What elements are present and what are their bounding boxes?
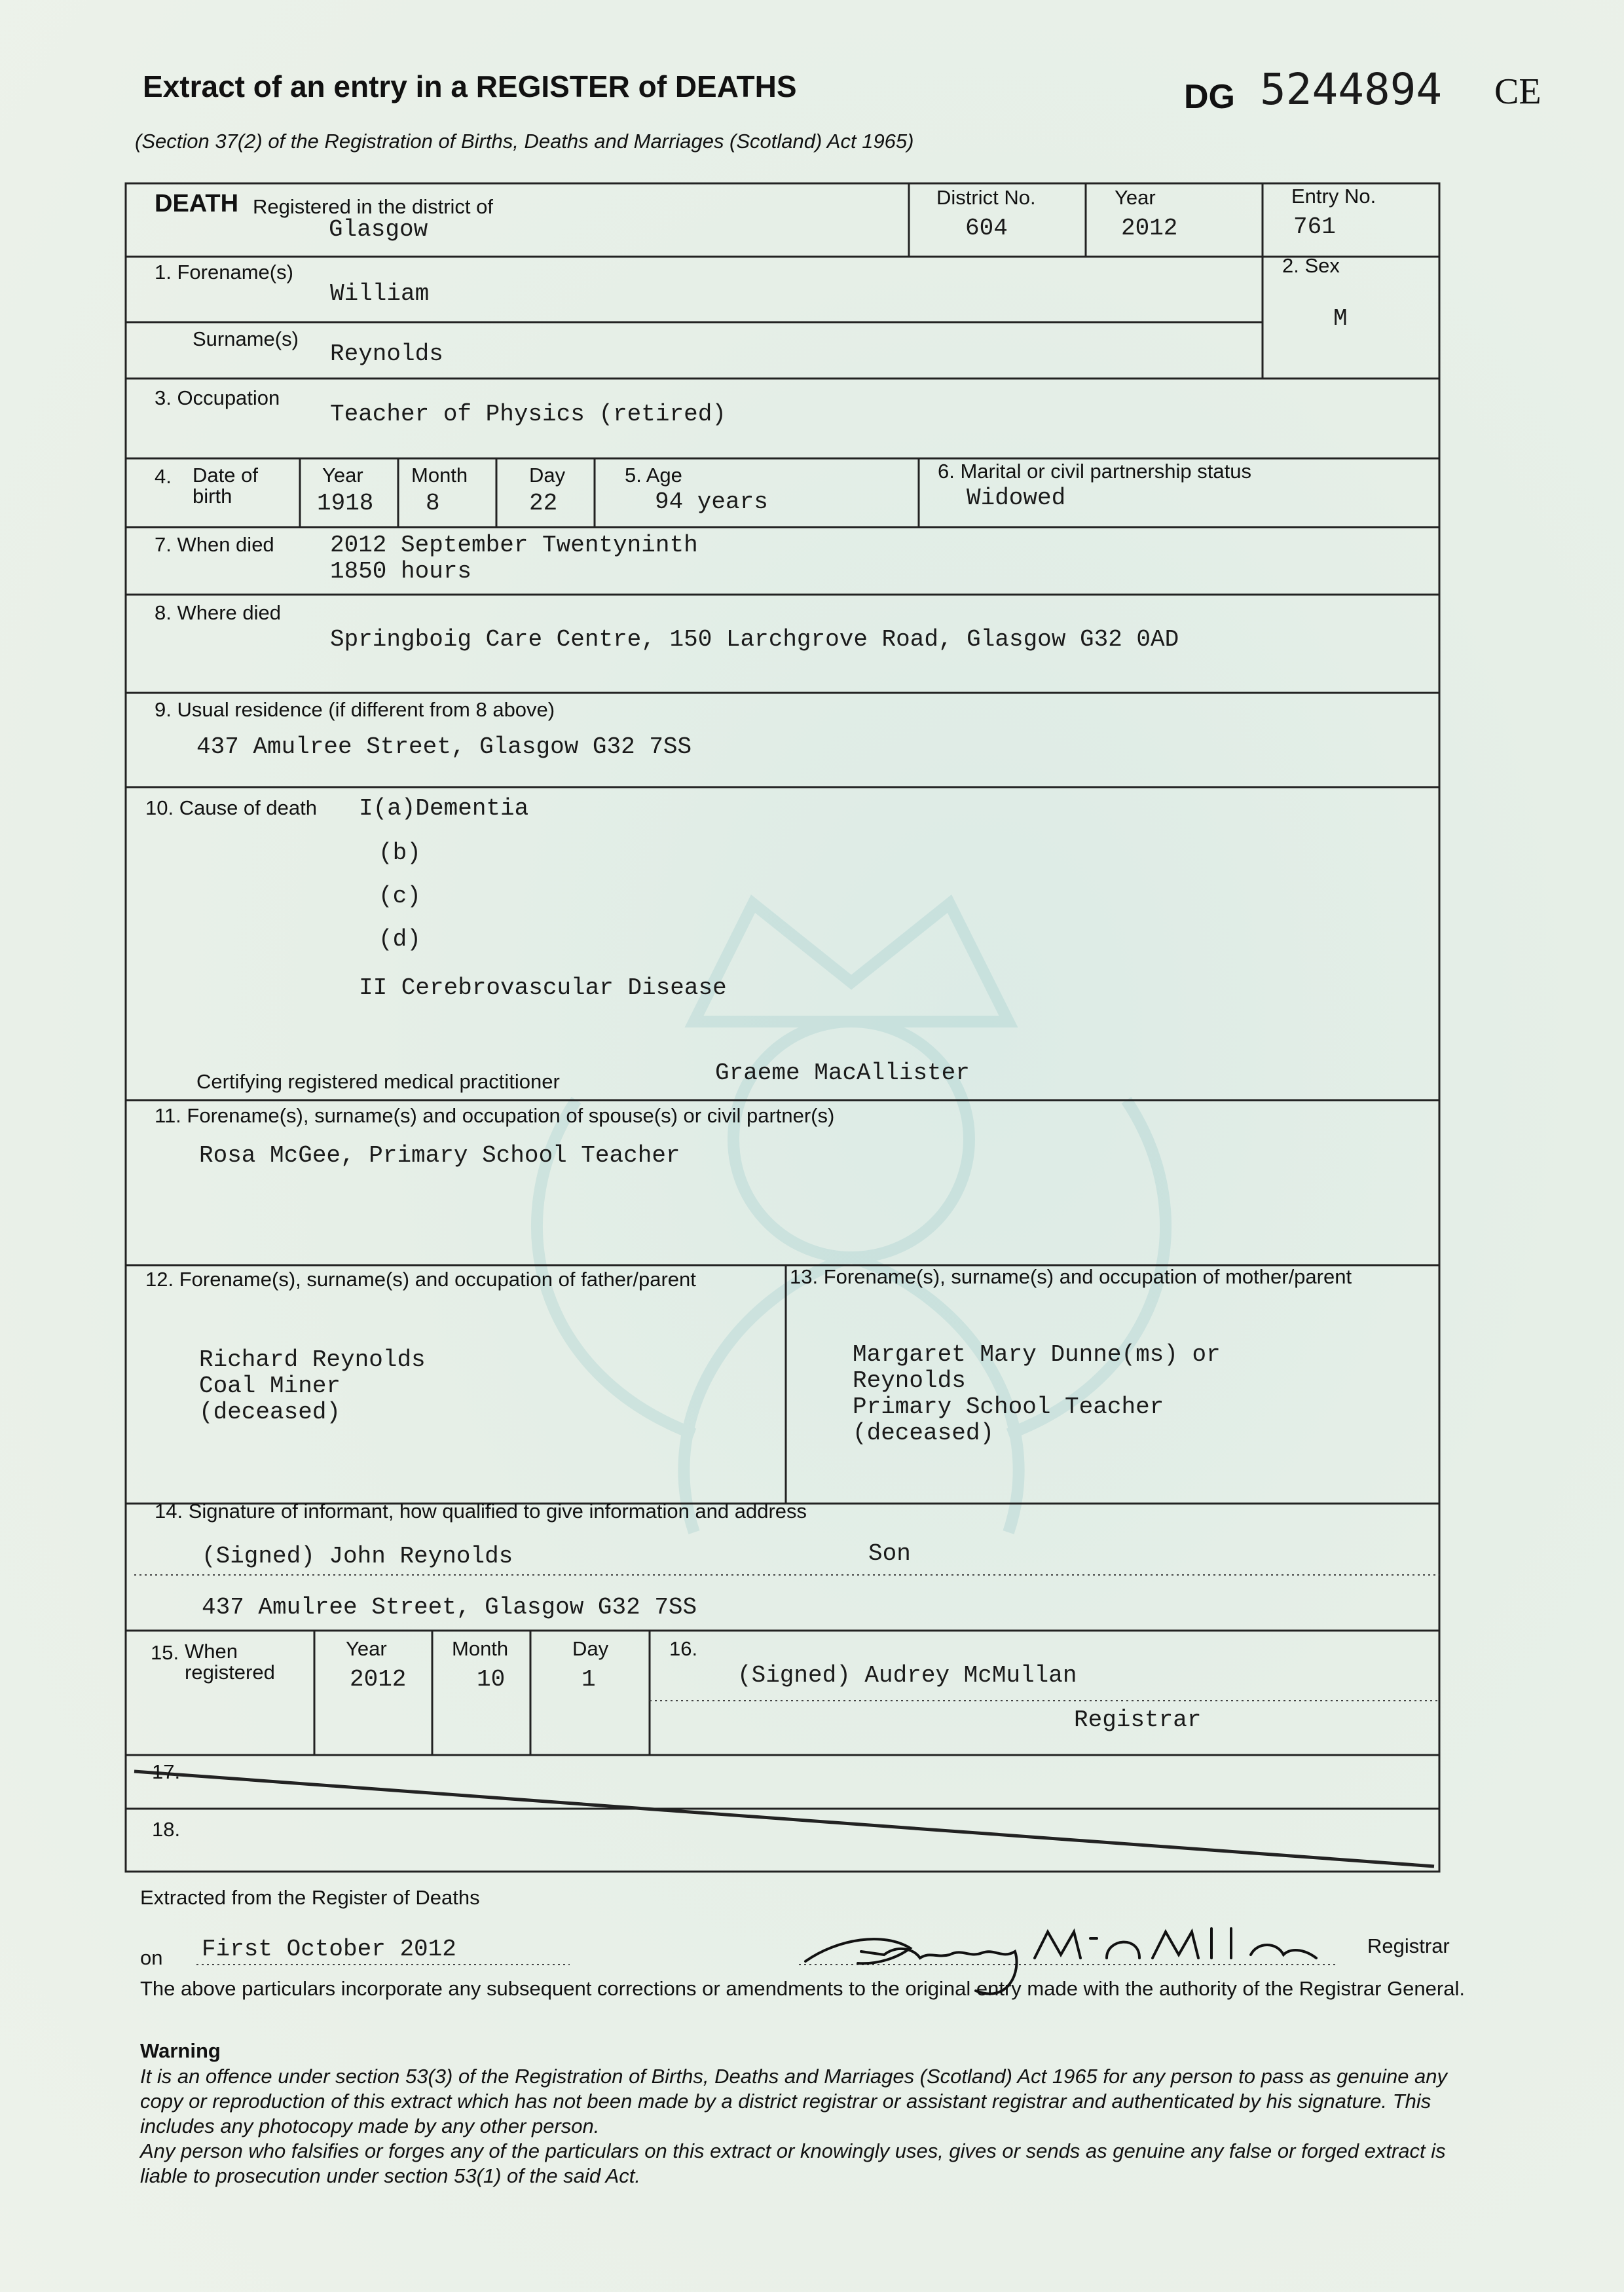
when-died-label: 7. When died [155, 533, 274, 556]
surname-value: Reynolds [330, 341, 443, 367]
cause-c: (c) [378, 883, 421, 910]
row-18-label: 18. [152, 1818, 181, 1841]
dob-day-value: 22 [529, 490, 558, 517]
father-line3: (deceased) [199, 1399, 341, 1426]
registered-year-value: 2012 [350, 1666, 407, 1693]
on-label: on [140, 1946, 163, 1969]
cause-ia: I(a)Dementia [359, 795, 529, 822]
informant-qualification: Son [868, 1540, 911, 1567]
informant-label: 14. Signature of informant, how qualified to give information and address [155, 1500, 807, 1523]
dob-year-label: Year [322, 464, 363, 487]
death-label: DEATH [155, 190, 239, 217]
mother-line1: Margaret Mary Dunne(ms) or [853, 1341, 1221, 1368]
registrar-footer-label: Registrar [1367, 1934, 1450, 1957]
dob-month-value: 8 [426, 490, 440, 517]
mother-label: 13. Forename(s), surname(s) and occupation of mother/parent [790, 1265, 1352, 1288]
district-no-value: 604 [965, 215, 1008, 242]
act-reference: (Section 37(2) of the Registration of Births, Deaths and Marriages (Scotland) Act 1965) [135, 130, 914, 153]
practitioner-value: Graeme MacAllister [715, 1060, 970, 1086]
cause-b: (b) [378, 840, 421, 866]
registrar-signed: (Signed) Audrey McMullan [737, 1662, 1077, 1689]
dob-day-label: Day [529, 464, 566, 487]
registered-month-value: 10 [477, 1666, 506, 1693]
spouse-value: Rosa McGee, Primary School Teacher [199, 1142, 680, 1169]
when-died-line1: 2012 September Twentyninth [330, 532, 698, 559]
sex-value: M [1333, 305, 1348, 332]
warning-text-2: Any person who falsifies or forges any of the particulars on this extract or knowingly uses, gives or sends as genuine any false or forged extract is liable to prosecution under section 53(1) of the said Act. [140, 2139, 1446, 2187]
surname-label: Surname(s) [193, 327, 299, 350]
mother-line2: Reynolds [853, 1367, 966, 1394]
district-value: Glasgow [329, 216, 428, 243]
practitioner-label: Certifying registered medical practitioner [196, 1070, 560, 1093]
forename-value: William [330, 280, 430, 307]
district-no-label: District No. [936, 186, 1036, 209]
extracted-label: Extracted from the Register of Deaths [140, 1886, 480, 1909]
serial-number: 5244894 [1260, 64, 1443, 115]
document-title: Extract of an entry in a REGISTER of DEATHS [143, 69, 797, 103]
father-line2: Coal Miner [199, 1373, 341, 1399]
father-label: 12. Forename(s), surname(s) and occupation of father/parent [145, 1268, 696, 1291]
occupation-label: 3. Occupation [155, 386, 280, 409]
sex-label: 2. Sex [1282, 254, 1340, 277]
warning-text-1: It is an offence under section 53(3) of the Registration of Births, Deaths and Marriages (Scotland) Act 1965 for any person to pass as genuine any copy or reproduction of this extract which has not been made by a district registrar or assistant registrar and authenticated by his signature. This includes any photocopy made by any other person. [140, 2065, 1448, 2137]
where-died-value: Springboig Care Centre, 150 Larchgrove Road, Glasgow G32 0AD [330, 626, 1179, 653]
dob-label: Date of birth [193, 464, 258, 508]
entry-no-value: 761 [1293, 213, 1336, 240]
residence-value: 437 Amulree Street, Glasgow G32 7SS [196, 733, 692, 760]
registered-day-value: 1 [581, 1666, 596, 1693]
serial-prefix: DG [1184, 78, 1235, 116]
registered-month-label: Month [452, 1637, 509, 1660]
mother-line4: (deceased) [853, 1420, 995, 1447]
when-died-line2: 1850 hours [330, 558, 472, 585]
dob-year-value: 1918 [317, 490, 374, 517]
entry-no-label: Entry No. [1291, 185, 1376, 208]
residence-label: 9. Usual residence (if different from 8 above) [155, 698, 555, 721]
mother-line3: Primary School Teacher [853, 1394, 1164, 1420]
registered-label: When registered [185, 1640, 275, 1684]
year-value: 2012 [1121, 215, 1178, 242]
registered-year-label: Year [346, 1637, 387, 1660]
on-date: First October 2012 [202, 1936, 456, 1963]
father-line1: Richard Reynolds [199, 1346, 426, 1373]
year-label: Year [1115, 186, 1156, 209]
occupation-value: Teacher of Physics (retired) [330, 401, 726, 428]
dob-month-label: Month [411, 464, 468, 487]
registered-day-label: Day [572, 1637, 609, 1660]
age-label: 5. Age [625, 464, 682, 487]
forename-label: 1. Forename(s) [155, 261, 293, 284]
marital-value: Widowed [967, 485, 1066, 511]
warning-title: Warning [140, 2039, 221, 2062]
informant-signed: (Signed) John Reynolds [202, 1543, 513, 1570]
dob-num-label: 4. [155, 465, 172, 488]
age-value: 94 years [655, 489, 768, 515]
cause-label: 10. Cause of death [145, 796, 317, 819]
where-died-label: 8. Where died [155, 601, 281, 624]
particulars-text: The above particulars incorporate any subsequent corrections or amendments to the original entry made with the authority of the Registrar General. [140, 1977, 1465, 2000]
registered-num: 15. [151, 1641, 179, 1664]
district-label: Registered in the district of [253, 195, 494, 218]
spouse-label: 11. Forename(s), surname(s) and occupation of spouse(s) or civil partner(s) [155, 1104, 835, 1127]
cause-d: (d) [378, 926, 421, 953]
serial-suffix: CE [1494, 71, 1541, 112]
row-17-label: 17. [152, 1760, 181, 1783]
registrar-title: Registrar [1074, 1707, 1202, 1733]
marital-label: 6. Marital or civil partnership status [938, 460, 1251, 483]
cause-ii: II Cerebrovascular Disease [359, 974, 727, 1001]
informant-address: 437 Amulree Street, Glasgow G32 7SS [202, 1594, 697, 1621]
registrar-sig-num: 16. [669, 1637, 698, 1660]
